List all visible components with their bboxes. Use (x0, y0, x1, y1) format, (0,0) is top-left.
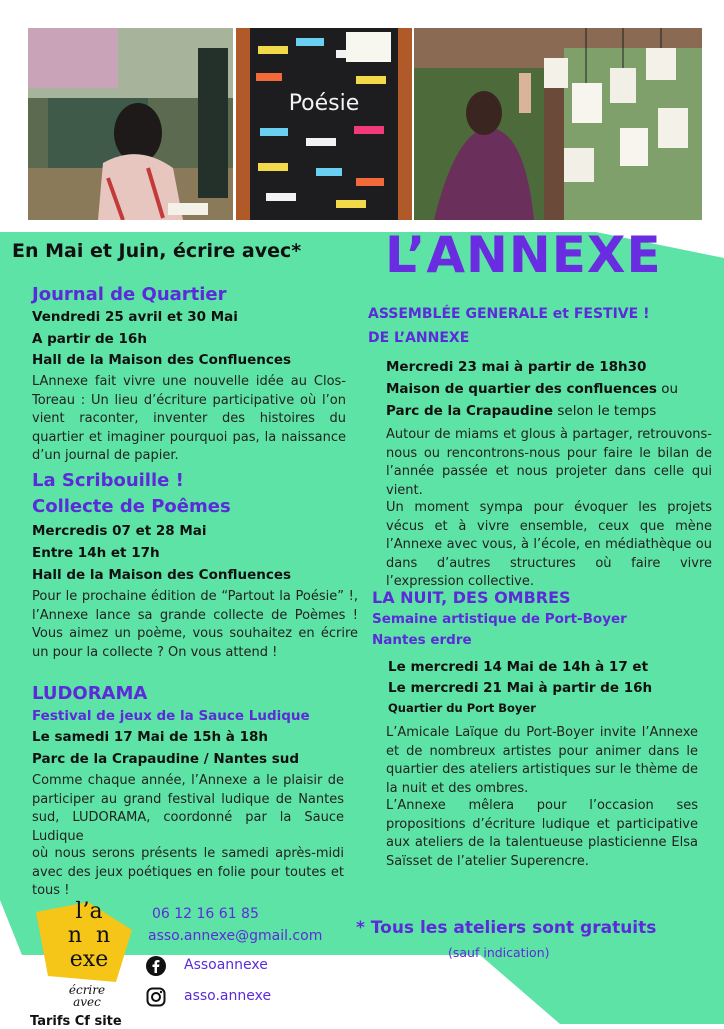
ludorama-subtitle: Festival de jeux de la Sauce Ludique (32, 708, 310, 724)
nuit-title: LA NUIT, DES OMBRES (372, 588, 571, 607)
ludorama-text-2: où nous serons présents le samedi après-midi avec des jeux poétiques en folie pour toutes et tous ! (32, 846, 344, 898)
logo-sub-1: écrire (68, 983, 106, 997)
ludorama-date: Le samedi 17 Mai de 15h à 18h (32, 729, 268, 745)
logo-sub-2: avec (73, 995, 101, 1009)
assemblee-weather: selon le temps (553, 403, 657, 419)
ludorama-title: LUDORAMA (32, 683, 148, 704)
nuit-text-2: L’Annexe mêlera pour l’occasion ses propositions d’écriture ludique et participative aux ateliers de la talentueuse plasticienne Elsa Saïsset de l’atelier Superencre. (386, 798, 698, 869)
photo-reader (28, 28, 233, 220)
logo-subtext (52, 984, 122, 1008)
page-title: L’ANNEXE (385, 226, 662, 284)
logo-line-1: l’a (75, 899, 103, 924)
nuit-date-1: Le mercredi 14 Mai de 14h à 17 et (388, 659, 649, 675)
nuit-subtitle-2: Nantes erdre (372, 632, 472, 648)
journal-place: Hall de la Maison des Confluences (32, 352, 292, 368)
svg-text:Poésie: Poésie (288, 91, 360, 116)
journal-date: Vendredi 25 avril et 30 Mai (32, 309, 238, 325)
photo-hanging-poems (414, 28, 702, 220)
scribouille-title: La Scribouille ! (32, 470, 184, 491)
scribouille-time: Entre 14h et 17h (32, 545, 160, 561)
photo-poesie-board (236, 28, 412, 220)
free-notice-sub: (sauf indication) (448, 945, 550, 960)
assemblee-text: Autour de miams et glous à partager, retrouvons-nous ou rencontrons-nous pour faire le bilan de l’année passée et nous projeter dans celle qui vient. (386, 427, 712, 498)
assemblee-or: ou (656, 381, 679, 397)
assemblee-place-line-2 (386, 403, 656, 419)
free-notice: * Tous les ateliers sont gratuits (356, 918, 657, 938)
assemblee-place-line-1 (386, 381, 678, 397)
nuit-place: Quartier du Port Boyer (388, 701, 536, 715)
journal-time: A partir de 16h (32, 331, 147, 347)
assemblee-title-2: DE L’ANNEXE (368, 330, 470, 346)
instagram-handle: asso.annexe (184, 988, 272, 1004)
logo-text (44, 900, 134, 972)
scribouille-date: Mercredis 07 et 28 Mai (32, 523, 207, 539)
nuit-date-2: Le mercredi 21 Mai à partir de 16h (388, 680, 653, 696)
assemblee-date: Mercredi 23 mai à partir de 18h30 (386, 359, 647, 375)
assemblee-place-2: Parc de la Crapaudine (386, 403, 554, 419)
assemblee-text-2: Un moment sympa pour évoquer les projets vécus et à vivre ensemble, ceux que mène l’Annexe avec vous, à l’école, en médiathèque ou dans d’autres structures où faire vivre l’expression collective. (386, 500, 712, 589)
nuit-subtitle: Semaine artistique de Port-Boyer (372, 611, 627, 627)
journal-title: Journal de Quartier (32, 284, 227, 305)
instagram-link[interactable] (146, 986, 316, 1008)
facebook-icon (146, 956, 166, 976)
contact-phone[interactable]: 06 12 16 61 85 (152, 906, 259, 922)
scribouille-subtitle: Collecte de Poêmes (32, 496, 231, 517)
logo-line-2: n n (67, 923, 111, 948)
scribouille-place: Hall de la Maison des Confluences (32, 567, 292, 583)
ludorama-text: Comme chaque année, l’Annexe a le plaisir de participer au grand festival ludique de Nantes sud, LUDORAMA, coordonné par la Sauce Ludique (32, 773, 344, 844)
assemblee-title: ASSEMBLÉE GENERALE et FESTIVE ! (368, 306, 650, 322)
facebook-handle: Assoannexe (184, 957, 268, 973)
scribouille-text: Pour le prochaine édition de “Partout la Poésie” !, l’Annexe lance sa grande collecte de Poèmes ! Vous aimez un poème, vous souhaitez en écrire un pour la collecte ? On vous attend ! (32, 589, 358, 660)
instagram-icon (146, 987, 166, 1007)
logo-line-3: exe (69, 947, 109, 972)
bottom-fragment: Tarifs Cf site (30, 1014, 122, 1029)
journal-text: LAnnexe fait vivre une nouvelle idée au Clos-Toreau : Un lieu d’écriture participative où l’on vient raconter, inventer des histoires du quartier et imaginer pourquoi pas, la naissance d’un journal de papier. (32, 374, 346, 463)
assemblee-place-1: Maison de quartier des confluences (386, 381, 657, 397)
tagline: En Mai et Juin, écrire avec* (12, 240, 302, 262)
facebook-link[interactable] (146, 955, 316, 977)
nuit-text: L’Amicale Laïque du Port-Boyer invite l’Annexe et de nombreux artistes pour animer dans le quartier des ateliers artistiques sur le thème de la nuit et des ombres. (386, 725, 698, 796)
contact-email[interactable]: asso.annexe@gmail.com (148, 928, 323, 944)
ludorama-place: Parc de la Crapaudine / Nantes sud (32, 751, 300, 767)
